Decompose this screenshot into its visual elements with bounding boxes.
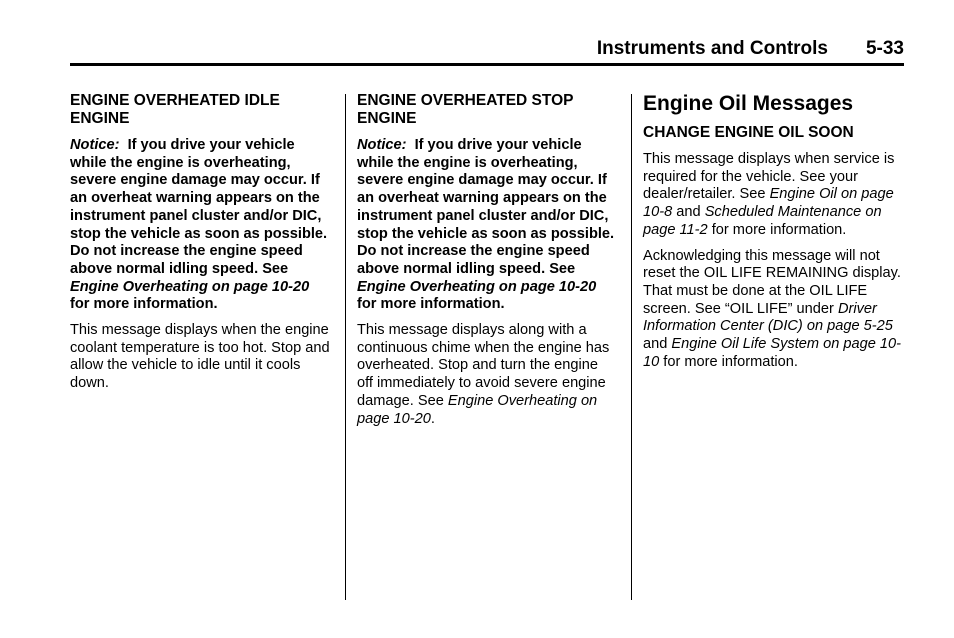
message-heading: ENGINE OVERHEATED STOP ENGINE: [357, 92, 574, 127]
body-text: This message displays when the engine coolant temperature is too hot. Stop and allow the vehicle to idle until it cools down.: [70, 322, 330, 392]
section-title: Instruments and Controls: [596, 38, 828, 59]
reference-link: Driver Information Center (DIC) on page 5-25: [643, 300, 893, 335]
column-2: [357, 92, 617, 436]
message-heading: ENGINE OVERHEATED IDLE ENGINE: [70, 92, 280, 127]
column-divider: [345, 94, 346, 600]
reference-link: Scheduled Maintenance on page 11-2: [643, 204, 882, 238]
page-header: [70, 38, 904, 62]
paragraph-2: [643, 248, 903, 372]
notice-reference: Engine Overheating on page 10-20: [357, 278, 597, 295]
conjunction: and: [643, 336, 668, 353]
column-3: [643, 92, 903, 379]
header-rule: [70, 63, 904, 66]
notice-label: Notice:: [70, 137, 120, 153]
column-1: [70, 92, 330, 401]
paragraph-text: This message displays when service is required for the vehicle. See your dealer/retailer. See: [643, 151, 895, 203]
notice-reference: Engine Overheating on page 10-20: [70, 278, 310, 295]
reference-link: Engine Oil on page 10-8: [643, 186, 894, 221]
body-text-main: This message displays along with a continuous chime when the engine has overheated. Stop and turn the engine off immediately to avoid severe engine damage. See: [357, 322, 610, 409]
notice-block: [357, 137, 617, 314]
message-heading: CHANGE ENGINE OIL SOON: [643, 124, 854, 141]
notice-end: for more information.: [357, 296, 505, 313]
column-divider: [631, 94, 632, 600]
page-number: 5-33: [865, 38, 904, 59]
paragraph-end: for more information.: [663, 353, 798, 370]
body-reference: Engine Overheating on page 10-20: [357, 392, 598, 427]
reference-link: Engine Oil Life System on page 10-10: [643, 336, 902, 370]
notice-end: for more information.: [70, 296, 218, 313]
section-heading: Engine Oil Messages: [643, 92, 854, 115]
notice-label: Notice:: [357, 137, 407, 153]
paragraph-text: Acknowledging this message will not reset the OIL LIFE REMAINING display. That must be done at the OIL LIFE screen. See “OIL LIFE” under: [643, 247, 901, 317]
notice-block: [70, 137, 330, 314]
paragraph-end: for more information.: [711, 221, 847, 238]
notice-text: If you drive your vehicle while the engine is overheating, severe engine damage may occur. If an overheat warning appears on the instrument panel cluster and/or DIC, stop the vehicle as soon as possible. Do not increase the engine speed above normal idling speed. See: [70, 137, 328, 277]
paragraph-1: [643, 151, 903, 240]
notice-text: If you drive your vehicle while the engine is overheating, severe engine damage may occur. If an overheat warning appears on the instrument panel cluster and/or DIC, stop the vehicle as soon as possible. Do not increase the engine speed above normal idling speed. See: [357, 137, 615, 277]
body-end: .: [430, 410, 435, 427]
conjunction: and: [676, 204, 701, 221]
body-text: [357, 322, 617, 428]
